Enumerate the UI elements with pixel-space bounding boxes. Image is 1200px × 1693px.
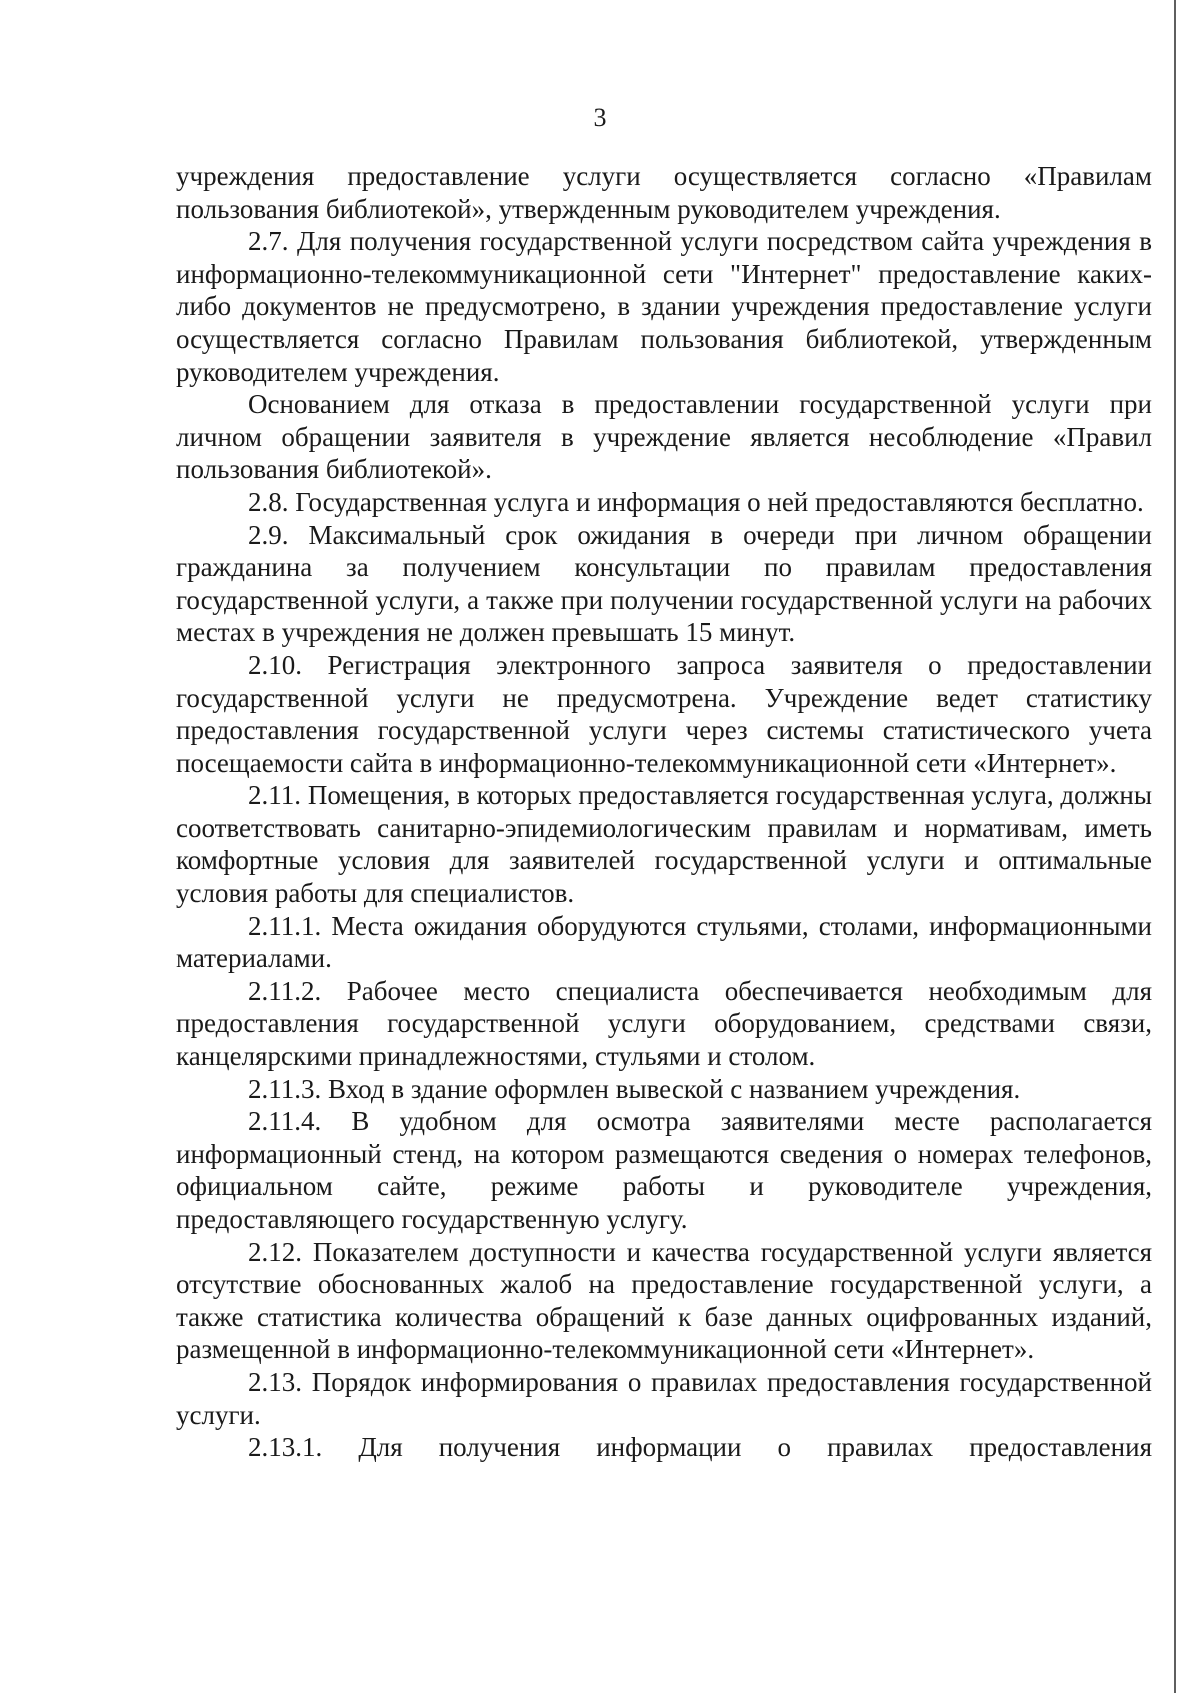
paragraph-continuation: учреждения предоставление услуги осуществляется согласно «Правилам пользования библиотекой», утвержденным руководителем учреждения. xyxy=(176,161,1152,224)
document-body xyxy=(176,160,1152,1464)
paragraph-2-9: 2.9. Максимальный срок ожидания в очереди при личном обращении гражданина за получением консультации по правилам предоставления государственной услуги, а также при получении государственной услуги на рабочих местах в учреждения не должен превышать 15 минут. xyxy=(176,519,1152,648)
paragraph-2-13: 2.13. Порядок информирования о правилах предоставления государственной услуги. xyxy=(176,1366,1152,1430)
paragraph-2-8: 2.8. Государственная услуга и информация о ней предоставляются бесплатно. xyxy=(248,486,1144,517)
paragraph-2-13-1: 2.13.1. Для получения информации о правилах предоставления xyxy=(248,1432,1152,1463)
paragraph-2-11: 2.11. Помещения, в которых предоставляется государственная услуга, должны соответствовать санитарно-эпидемиологическим правилам и нормативам, иметь комфортные условия для заявителей государственной услуги и оптимальные условия работы для специалистов. xyxy=(176,780,1152,909)
paragraph-2-10: 2.10. Регистрация электронного запроса заявителя о предоставлении государственной услуги не предусмотрена. Учреждение ведет статистику предоставления государственной услуги через системы статистического учета посещаемости сайта в информационно-телекоммуникационной сети «Интернет». xyxy=(176,649,1152,778)
paragraph-2-11-4: 2.11.4. В удобном для осмотра заявителями месте располагается информационный стенд, на котором размещаются сведения о номерах телефонов, официальном сайте, режиме работы и руководителе учреждения, предоставляющего государственную услугу. xyxy=(176,1106,1152,1234)
paragraph-refusal-grounds: Основанием для отказа в предоставлении государственной услуги при личном обращении заявителя в учреждение является несоблюдение «Правил пользования библиотекой». xyxy=(176,389,1152,485)
page-number: 3 xyxy=(593,103,607,132)
paragraph-2-11-2: 2.11.2. Рабочее место специалиста обеспечивается необходимым для предоставления государственной услуги оборудованием, средствами связи, канцелярскими принадлежностями, стульями и столом. xyxy=(176,975,1152,1072)
paragraph-2-11-1: 2.11.1. Места ожидания оборудуются стульями, столами, информационными материалами. xyxy=(176,910,1152,974)
scan-edge-line xyxy=(1174,0,1176,1693)
paragraph-2-12: 2.12. Показателем доступности и качества государственной услуги является отсутствие обоснованных жалоб на предоставление государственной услуги, а также статистика количества обращений к базе данных оцифрованных изданий, размещенной в информационно-телекоммуникационной сети «Интернет». xyxy=(176,1236,1152,1365)
paragraph-2-7: 2.7. Для получения государственной услуги посредством сайта учреждения в информационно-телекоммуникационной сети "Интернет" предоставление каких-либо документов не предусмотрено, в здании учреждения предоставление услуги осуществляется согласно Правилам пользования библиотекой, утвержденным руководителем учреждения. xyxy=(176,226,1152,387)
paragraph-2-11-3: 2.11.3. Вход в здание оформлен вывеской с названием учреждения. xyxy=(248,1073,1021,1104)
